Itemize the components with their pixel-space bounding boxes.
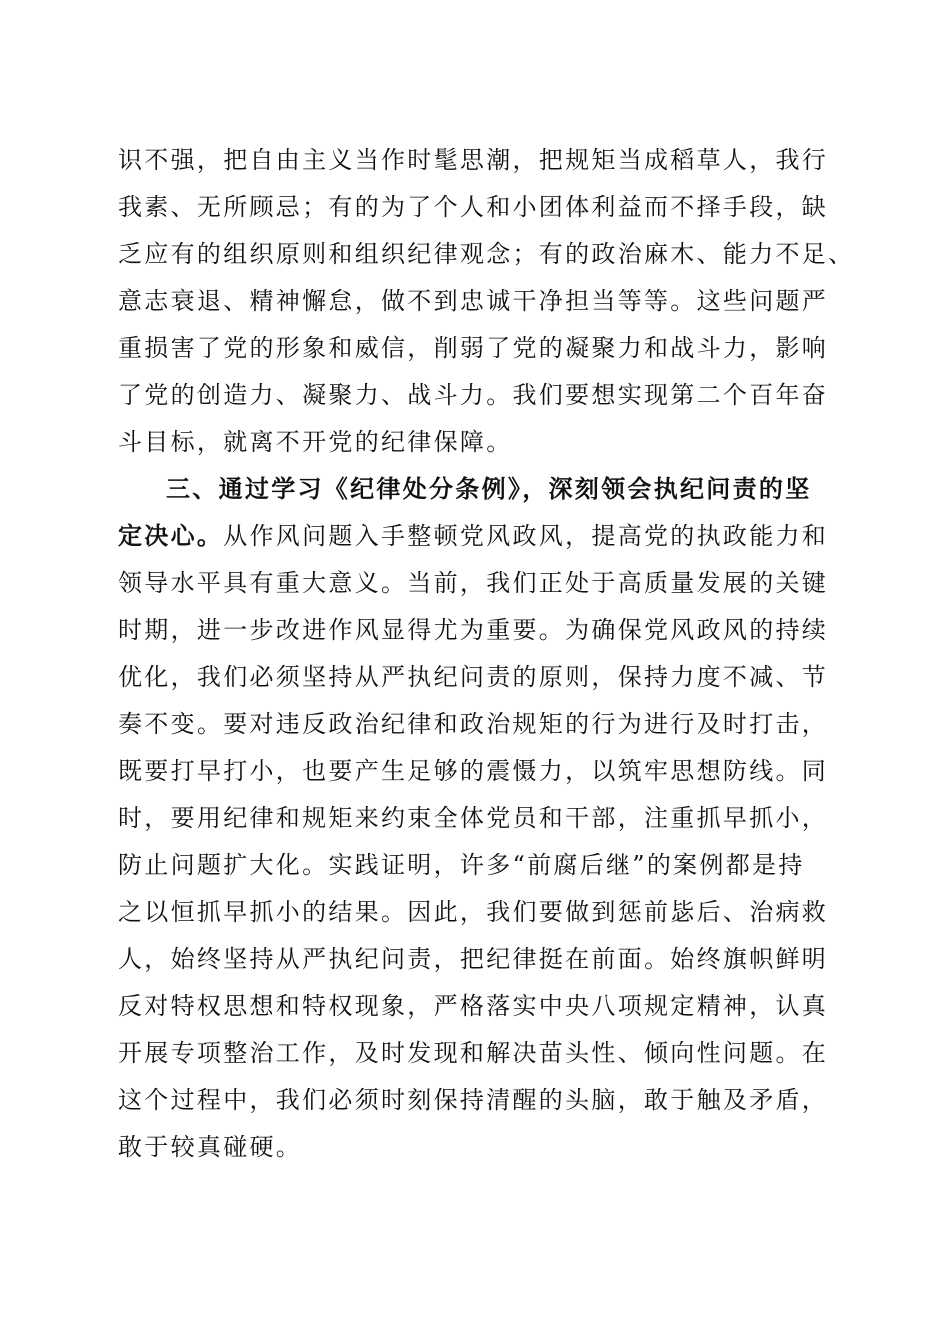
paragraph-line: 之以恒抓早抓小的结果。因此，我们要做到惩前毖后、治病救: [118, 898, 829, 926]
paragraph-line: 斗目标，就离不开党的纪律保障。: [118, 428, 513, 456]
paragraph-text: 从作风问题入手整顿党风政风，提高党的执政能力和: [223, 522, 829, 550]
paragraph-line: 乏应有的组织原则和组织纪律观念；有的政治麻木、能力不足、: [118, 240, 855, 268]
paragraph-line: 奏不变。要对违反政治纪律和政治规矩的行为进行及时打击，: [118, 710, 829, 738]
section-heading-continuation: [118, 519, 858, 553]
section-heading-end: 定决心。: [118, 522, 224, 550]
paragraph-line: 防止问题扩大化。实践证明，许多“前腐后继”的案例都是持: [118, 851, 805, 879]
paragraph-line: 优化，我们必须坚持从严执纪问责的原则，保持力度不减、节: [118, 663, 829, 691]
paragraph-line: 开展专项整治工作，及时发现和解决苗头性、倾向性问题。在: [118, 1039, 829, 1067]
paragraph-line: 既要打早打小，也要产生足够的震慑力，以筑牢思想防线。同: [118, 757, 829, 785]
section-heading: 三、通过学习《纪律处分条例》，深刻领会执纪问责的坚: [166, 475, 812, 503]
paragraph-line: 我素、无所顾忌；有的为了个人和小团体利益而不择手段，缺: [118, 193, 829, 221]
paragraph-line: 了党的创造力、凝聚力、战斗力。我们要想实现第二个百年奋: [118, 381, 829, 409]
paragraph-line: 意志衰退、精神懈怠，做不到忠诚干净担当等等。这些问题严: [118, 287, 829, 315]
paragraph-line: 敢于较真碰硬。: [118, 1133, 303, 1161]
paragraph-line: 时，要用纪律和规矩来约束全体党员和干部，注重抓早抓小，: [118, 804, 829, 832]
paragraph-line: 领导水平具有重大意义。当前，我们正处于高质量发展的关键: [118, 569, 829, 597]
paragraph-line: 时期，进一步改进作风显得尤为重要。为确保党风政风的持续: [118, 616, 829, 644]
paragraph-line: 识不强，把自由主义当作时髦思潮，把规矩当成稻草人，我行: [118, 146, 829, 174]
paragraph-line: 人，始终坚持从严执纪问责，把纪律挺在前面。始终旗帜鲜明: [118, 945, 829, 973]
paragraph-line: 反对特权思想和特权现象，严格落实中央八项规定精神，认真: [118, 992, 829, 1020]
paragraph-line: 这个过程中，我们必须时刻保持清醒的头脑，敢于触及矛盾，: [118, 1086, 829, 1114]
paragraph-line: 重损害了党的形象和威信，削弱了党的凝聚力和战斗力，影响: [118, 334, 829, 362]
